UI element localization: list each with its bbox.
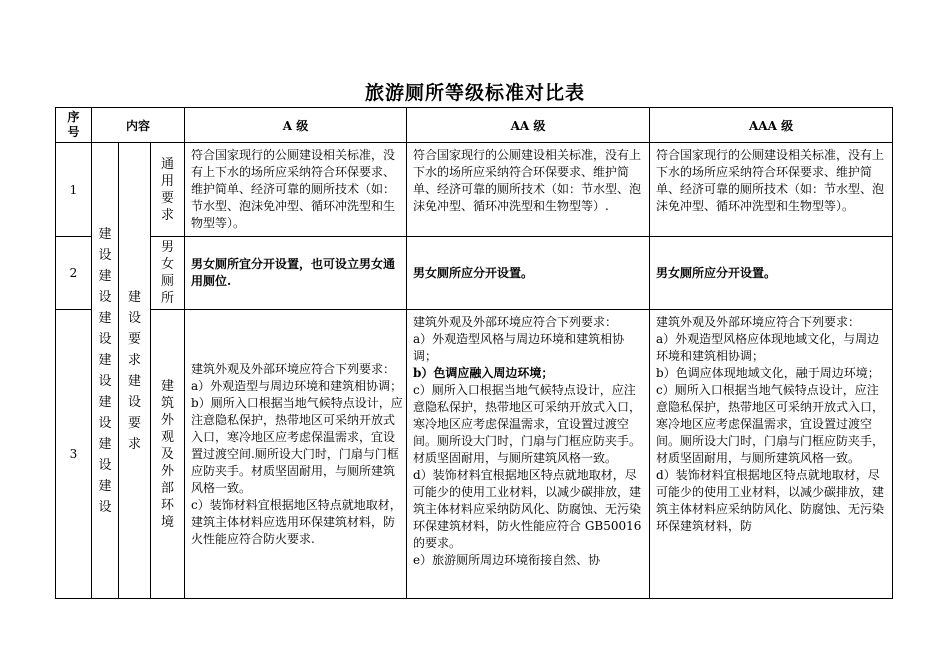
row-number: 3 [56, 310, 92, 599]
group-inner-label: 建设要求建设要求 [119, 143, 151, 599]
group-outer-label: 建设建设建设建设建设建设建设 [92, 143, 119, 599]
table-row [56, 237, 893, 310]
table-row [56, 143, 893, 237]
cell-aa: 男女厕所应分开设置。 [407, 237, 650, 310]
header-aaa: AAA 级 [650, 108, 893, 143]
header-content: 内容 [92, 108, 185, 143]
header-a: A 级 [185, 108, 407, 143]
row-item-label: 男女厕所 [151, 237, 185, 310]
cell-aaa: 男女厕所应分开设置。 [650, 237, 893, 310]
table-row [56, 310, 893, 599]
header-seq: 序号 [56, 108, 92, 143]
row-number: 2 [56, 237, 92, 310]
cell-aa: 建筑外观及外部环境应符合下列要求： a）外观造型风格与周边环境和建筑相协调； b）色调应融入周边环境； c）厕所入口根据当地气候特点设计，应注意隐私保护，热带地区可采纳开放式入口，寒冷地区应考虑保温需求，宜设置过渡空间。厕所设大门时，门扇与门框应防夹手。材质坚固耐用，与厕所建筑风格一致。 d）装饰材料宜根据地区特点就地取材，尽可能少的使用工业材料，以减少碳排放，建筑主体材料应采纳防风化、防腐蚀、无污染环保建筑材料，防火性能应符合 GB50016 的要求。 e）旅游厕所周边环境衔接自然、协 [407, 310, 650, 599]
cell-aa: 符合国家现行的公厕建设相关标准，没有上下水的场所应采纳符合环保要求、维护简单、经济可靠的厕所技术（如：节水型、泡沫免冲型、循环冲洗型和生物型等）. [407, 143, 650, 237]
page-title: 旅游厕所等级标准对比表 [364, 82, 585, 104]
row-item-label: 建筑外观及外部环境 [151, 310, 185, 599]
standards-table [55, 107, 893, 599]
cell-a: 男女厕所宜分开设置，也可设立男女通用厕位. [185, 237, 407, 310]
row-number: 1 [56, 143, 92, 237]
row-item-label: 通用要求 [151, 143, 185, 237]
cell-aaa: 建筑外观及外部环境应符合下列要求： a）外观造型风格应体现地域文化，与周边环境和建筑相协调； b）色调应体现地域文化，融于周边环境； c）厕所入口根据当地气候特点设计，应注意隐私保护，热带地区可采纳开放式入口，寒冷地区应考虑保温需求，宜设置过渡空间。厕所设大门时，门扇与门框应防夹手，材质坚固耐用，与厕所建筑风格一致。 d）装饰材料宜根据地区特点就地取材，尽可能少的使用工业材料，以减少碳排放，建筑主体材料应采纳防风化、防腐蚀、无污染环保建筑材料，防 [650, 310, 893, 599]
cell-a: 符合国家现行的公厕建设相关标准，没有上下水的场所应采纳符合环保要求、维护简单、经济可靠的厕所技术（如：节水型、泡沫免冲型、循环冲洗型和生物型等）。 [185, 143, 407, 237]
header-row [56, 108, 893, 143]
cell-a: 建筑外观及外部环境应符合下列要求： a）外观造型与周边环境和建筑相协调； b）厕所入口根据当地气候特点设计，应注意隐私保护，热带地区可采纳开放式入口，寒冷地区应考虑保温需求，宜设置过渡空间.厕所设大门时，门扇与门框应防夹手。材质坚固耐用，与厕所建筑风格一致。 c）装饰材料宜根据地区特点就地取材，建筑主体材料应选用环保建筑材料，防火性能应符合防火要求. [185, 310, 407, 599]
cell-aaa: 符合国家现行的公厕建设相关标准，没有上下水的场所应采纳符合环保要求、维护简单、经济可靠的厕所技术（如：节水型、泡沫免冲型、循环冲洗型和生物型等）。 [650, 143, 893, 237]
header-aa: AA 级 [407, 108, 650, 143]
